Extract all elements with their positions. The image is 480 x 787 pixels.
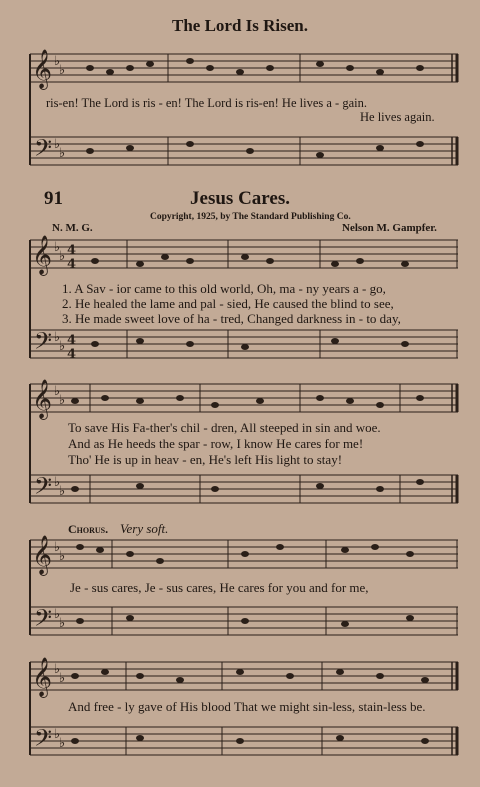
copyright: Copyright, 1925, by The Standard Publishing Co. [150, 212, 351, 222]
svg-text:♭: ♭ [54, 54, 61, 69]
svg-text:♭: ♭ [59, 616, 66, 631]
svg-text:♭: ♭ [54, 330, 61, 345]
svg-text:4: 4 [67, 333, 77, 348]
svg-text:♭: ♭ [54, 475, 61, 490]
svg-text:♭: ♭ [54, 662, 61, 677]
verse-1-line-2: To save His Fa-ther's chil - dren, All steeped in sin and woe. [68, 420, 381, 435]
verse-3-line-2: Tho' He is up in heav - en, He's left His light to stay! [68, 452, 343, 467]
hymn-title: Jesus Cares. [190, 188, 290, 209]
verse-1-line-1: 1. A Sav - ior came to this old world, Oh, ma - ny years a - go, [62, 281, 386, 296]
svg-text:♭: ♭ [59, 671, 66, 686]
svg-text:♭: ♭ [59, 484, 66, 499]
composer: Nelson M. Gampfer. [342, 222, 437, 234]
svg-text:4: 4 [67, 257, 77, 272]
svg-text:♭: ♭ [54, 137, 61, 152]
svg-text:𝄢: 𝄢 [34, 472, 53, 505]
verse-2-line-1: 2. He healed the lame and pal - sied, He caused the blind to see, [62, 296, 394, 311]
svg-text:𝄢: 𝄢 [34, 327, 53, 360]
previous-hymn-title: The Lord Is Risen. [171, 16, 309, 35]
svg-text:♭: ♭ [59, 549, 66, 564]
svg-text:♭: ♭ [59, 393, 66, 408]
svg-text:♭: ♭ [54, 540, 61, 555]
svg-text:♭: ♭ [59, 249, 66, 264]
svg-text:𝄢: 𝄢 [34, 604, 53, 637]
svg-text:𝄞: 𝄞 [32, 657, 53, 697]
svg-text:𝄞: 𝄞 [32, 49, 53, 89]
lyricist-initials: N. M. G. [52, 222, 93, 234]
previous-hymn-lyric-1: ris-en! The Lord is ris - en! The Lord is ris-en! He lives a - gain. [46, 96, 367, 110]
svg-text:♭: ♭ [54, 727, 61, 742]
svg-text:𝄢: 𝄢 [34, 134, 53, 167]
verse-2-line-2: And as He heeds the spar - row, I know He cares for me! [68, 436, 364, 451]
hymn-number: 91 [44, 188, 63, 209]
svg-text:♭: ♭ [54, 607, 61, 622]
svg-text:♭: ♭ [59, 63, 66, 78]
svg-text:♭: ♭ [59, 736, 66, 751]
svg-text:♭: ♭ [59, 146, 66, 161]
chorus-label: Chorus. [68, 522, 109, 536]
svg-text:♭: ♭ [54, 240, 61, 255]
chorus-direction: Very soft. [120, 521, 169, 536]
chorus-line-2: And free - ly gave of His blood That we might sin-less, stain-less be. [68, 699, 426, 714]
svg-text:♭: ♭ [59, 339, 66, 354]
chorus-line-1: Je - sus cares, Je - sus cares, He cares for you and for me, [70, 580, 369, 595]
svg-text:𝄢: 𝄢 [34, 724, 53, 757]
verse-3-line-1: 3. He made sweet love of ha - tred, Changed darkness in - to day, [62, 311, 401, 326]
svg-text:𝄞: 𝄞 [32, 235, 53, 275]
svg-text:𝄞: 𝄞 [32, 379, 53, 419]
svg-text:♭: ♭ [54, 384, 61, 399]
svg-text:4: 4 [67, 347, 77, 362]
svg-text:4: 4 [67, 243, 77, 258]
previous-hymn-lyric-2: He lives again. [360, 110, 435, 124]
svg-text:𝄞: 𝄞 [32, 535, 53, 575]
